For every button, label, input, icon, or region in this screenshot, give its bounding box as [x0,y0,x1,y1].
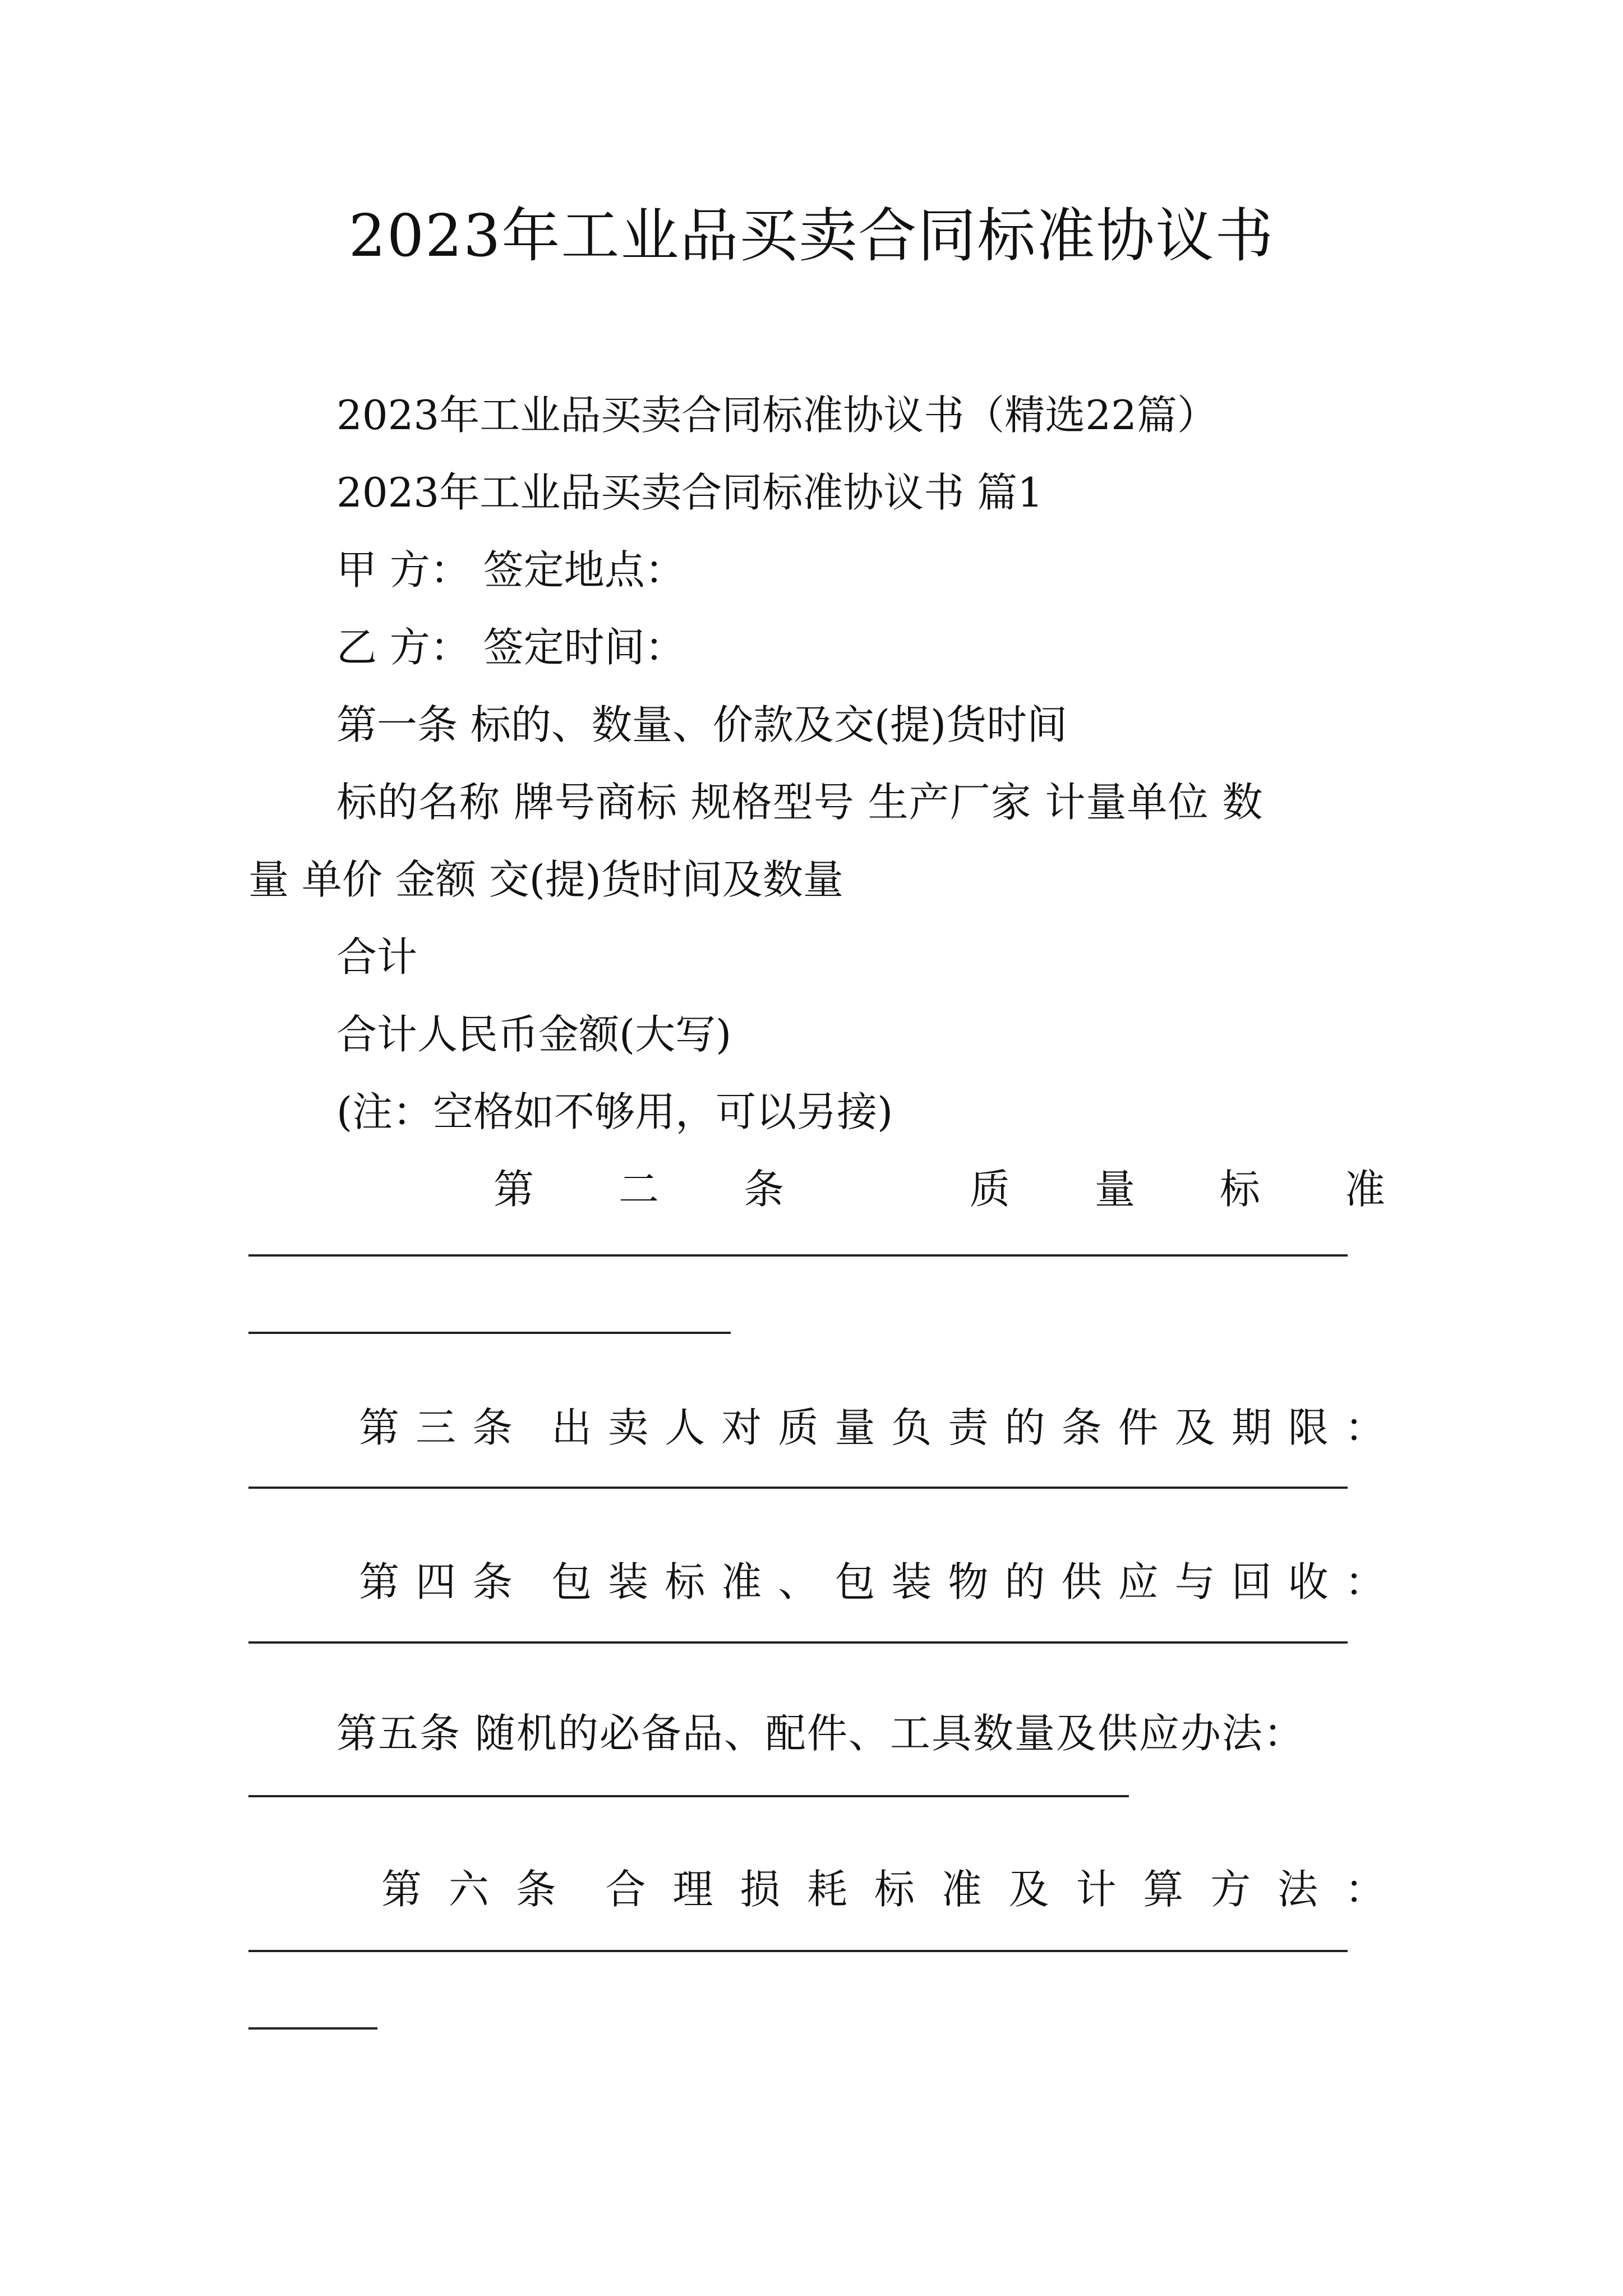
article-4-heading: 第 四 条 包 装 标 准 、 包 装 物 的 供 应 与 回 收 ： [359,1558,1385,1605]
article-1-heading: 第一条 标的、数量、价款及交(提)货时间 [336,701,1068,748]
article-5-heading: 第五条 随机的必备品、配件、工具数量及供应办法： [336,1710,1305,1757]
total-line: 合计 [336,933,418,981]
article-3-heading: 第 三 条 出 卖 人 对 质 量 负 责 的 条 件 及 期 限 ： [359,1404,1385,1451]
document-title: 2023年工业品买卖合同标准协议书 [348,201,1275,270]
blank-rule [248,1332,731,1334]
blank-rule [248,1950,1348,1952]
note-line: (注：空格如不够用，可以另接) [336,1088,893,1135]
party-b-line: 乙 方： 签定时间： [336,624,685,671]
article-2-heading: 第 二 条 质 量 标 准 [494,1166,1385,1213]
table-header-line-1: 标的名称 牌号商标 规格型号 生产厂家 计量单位 数 [336,779,1264,826]
blank-rule [248,2027,377,2030]
table-header-line-2: 量 单价 金额 交(提)货时间及数量 [248,856,843,903]
blank-rule [248,1487,1348,1489]
blank-rule [248,1641,1348,1644]
party-a-line: 甲 方： 签定地点： [336,546,685,593]
total-amount-line: 合计人民币金额(大写) [336,1011,732,1058]
article-6-heading: 第 六 条 合 理 损 耗 标 准 及 计 算 方 法 ： [381,1866,1385,1913]
section-heading: 2023年工业品买卖合同标准协议书 篇1 [336,469,1043,516]
blank-rule [248,1254,1348,1257]
subtitle-line: 2023年工业品买卖合同标准协议书（精选22篇） [336,392,1218,439]
blank-rule [248,1795,1129,1797]
